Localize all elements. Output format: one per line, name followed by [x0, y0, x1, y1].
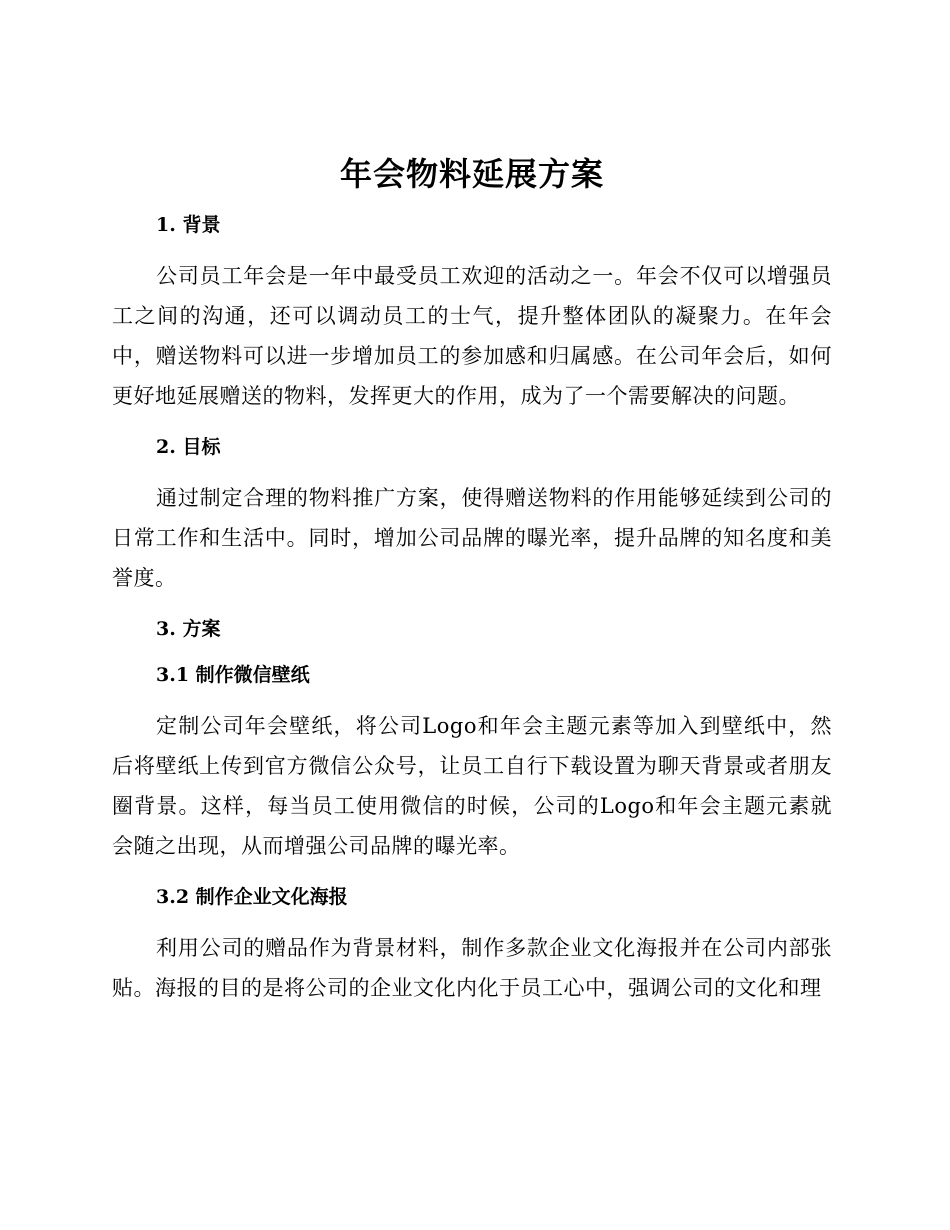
section-heading-poster: 3.2 制作企业文化海报 — [156, 886, 348, 908]
section-heading-background: 1. 背景 — [156, 214, 221, 236]
section-text-poster: 利用公司的赠品作为背景材料，制作多款企业文化海报并在公司内部张贴。海报的目的是将公司的企业文化内化于员工心中，强调公司的文化和理 — [112, 936, 832, 1000]
section-text-background: 公司员工年会是一年中最受员工欢迎的活动之一。年会不仅可以增强员工之间的沟通，还可以调动员工的士气，提升整体团队的凝聚力。在年会中，赠送物料可以进一步增加员工的参加感和归属感。在公司年会后，如何更好地延展赠送的物料，发挥更大的作用，成为了一个需要解决的问题。 — [112, 264, 832, 408]
section-text-wallpaper: 定制公司年会壁纸，将公司Logo和年会主题元素等加入到壁纸中，然后将壁纸上传到官方微信公众号，让员工自行下载设置为聊天背景或者朋友圈背景。这样，每当员工使用微信的时候，公司的Logo和年会主题元素就会随之出现，从而增强公司品牌的曝光率。 — [112, 714, 832, 858]
section-text-goal: 通过制定合理的物料推广方案，使得赠送物料的作用能够延续到公司的日常工作和生活中。同时，增加公司品牌的曝光率，提升品牌的知名度和美誉度。 — [112, 486, 832, 590]
section-heading-plan: 3. 方案 — [156, 618, 221, 640]
section-heading-wallpaper: 3.1 制作微信壁纸 — [156, 664, 310, 686]
document-page — [112, 148, 832, 1008]
section-heading-goal: 2. 目标 — [156, 436, 221, 458]
document-title: 年会物料延展方案 — [339, 155, 604, 193]
